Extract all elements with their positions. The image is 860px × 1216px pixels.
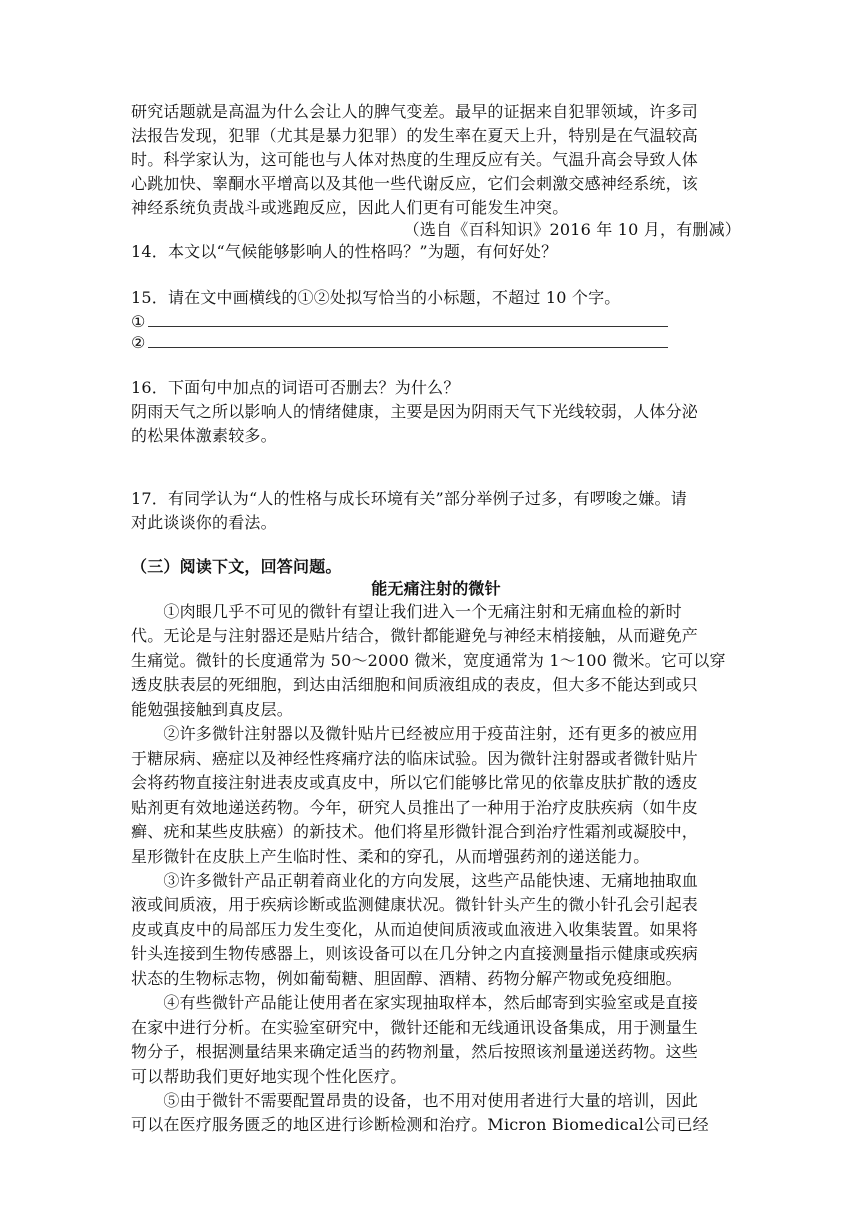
article-title: 能无痛注射的微针 <box>371 579 501 598</box>
source-note: （选自《百科知识》2016 年 10 月，有删减） <box>403 220 741 239</box>
article-line: 可以帮助我们更好地实现个性化医疗。 <box>131 1067 407 1086</box>
passage-line: 心跳加快、睾酮水平增高以及其他一些代谢反应，它们会刺激交感神经系统，该 <box>131 174 699 193</box>
question-14: 14．本文以“气候能够影响人的性格吗？”为题，有何好处？ <box>131 242 558 261</box>
blank-label: ② <box>131 333 146 352</box>
passage-line: 法报告发现，犯罪（尤其是暴力犯罪）的发生率在夏天上升，特别是在气温较高 <box>131 126 699 145</box>
article-line: 透皮肤表层的死细胞，到达由活细胞和间质液组成的表皮，但大多不能达到或只 <box>131 675 699 694</box>
article-line: 生痛觉。微针的长度通常为 50～2000 微米，宽度通常为 1～100 微米。它可以穿 <box>131 651 726 670</box>
article-line: ⑤由于微针不需要配置昂贵的设备，也不用对使用者进行大量的培训，因此 <box>131 1091 699 1110</box>
question-16: 16．下面句中加点的词语可否删去？为什么？ <box>131 378 460 397</box>
article-line: 代。无论是与注射器还是贴片结合，微针都能避免与神经末梢接触，从而避免产 <box>131 626 699 645</box>
article-line: 皮或真皮中的局部压力发生变化，从而迫使间质液或血液进入收集装置。如果将 <box>131 920 699 939</box>
question-16-sentence: 的松果体激素较多。 <box>131 426 277 445</box>
question-15: 15．请在文中画横线的①②处拟写恰当的小标题，不超过 10 个字。 <box>131 288 621 307</box>
article-line: 状态的生物标志物，例如葡萄糖、胆固醇、酒精、药物分解产物或免疫细胞。 <box>131 969 682 988</box>
article-line: 贴剂更有效地递送药物。今年，研究人员推出了一种用于治疗皮肤疾病（如牛皮 <box>131 798 699 817</box>
article-line: 会将药物直接注射进表皮或真皮中，所以它们能够比常见的依靠皮肤扩散的透皮 <box>131 773 699 792</box>
answer-line <box>148 312 668 327</box>
question-17: 17．有同学认为“人的性格与成长环境有关”部分举例子过多，有啰唆之嫌。请 <box>131 489 687 508</box>
article-line: ④有些微针产品能让使用者在家实现抽取样本，然后邮寄到实验室或是直接 <box>131 993 699 1012</box>
passage-line: 神经系统负责战斗或逃跑反应，因此人们更有可能发生冲突。 <box>131 198 569 217</box>
passage-line: 时。科学家认为，这可能也与人体对热度的生理反应有关。气温升高会导致人体 <box>131 150 699 169</box>
blank-label: ① <box>131 312 146 331</box>
article-line: 液或间质液，用于疾病诊断或监测健康状况。微针针头产生的微小针孔会引起表 <box>131 895 699 914</box>
passage-line: 研究话题就是高温为什么会让人的脾气变差。最早的证据来自犯罪领域，许多司 <box>131 102 699 121</box>
article-line: ③许多微针产品正朝着商业化的方向发展，这些产品能快速、无痛地抽取血 <box>131 871 699 890</box>
article-line: 针头连接到生物传感器上，则该设备可以在几分钟之内直接测量指示健康或疾病 <box>131 944 699 963</box>
article-line: 于糖尿病、癌症以及神经性疼痛疗法的临床试验。因为微针注射器或者微针贴片 <box>131 749 699 768</box>
article-line: ②许多微针注射器以及微针贴片已经被应用于疫苗注射，还有更多的被应用 <box>131 724 699 743</box>
article-line: 能勉强接触到真皮层。 <box>131 700 294 719</box>
question-17: 对此谈谈你的看法。 <box>131 513 277 532</box>
question-16-sentence: 阴雨天气之所以影响人的情绪健康，主要是因为阴雨天气下光线较弱，人体分泌 <box>131 402 699 421</box>
article-line: 在家中进行分析。在实验室研究中，微针还能和无线通讯设备集成，用于测量生 <box>131 1018 699 1037</box>
answer-blank-2[interactable] <box>131 331 741 355</box>
answer-line <box>148 333 668 348</box>
article-line: 物分子，根据测量结果来确定适当的药物剂量，然后按照该剂量递送药物。这些 <box>131 1042 699 1061</box>
article-line: 星形微针在皮肤上产生临时性、柔和的穿孔，从而增强药剂的递送能力。 <box>131 847 650 866</box>
section-heading: （三）阅读下文，回答问题。 <box>131 557 342 576</box>
article-line: 癣、疣和某些皮肤癌）的新技术。他们将星形微针混合到治疗性霜剂或凝胶中， <box>131 822 699 841</box>
article-line: 可以在医疗服务匮乏的地区进行诊断检测和治疗。Micron Biomedical公司已经 <box>131 1115 709 1134</box>
article-line: ①肉眼几乎不可见的微针有望让我们进入一个无痛注射和无痛血检的新时 <box>131 602 682 621</box>
